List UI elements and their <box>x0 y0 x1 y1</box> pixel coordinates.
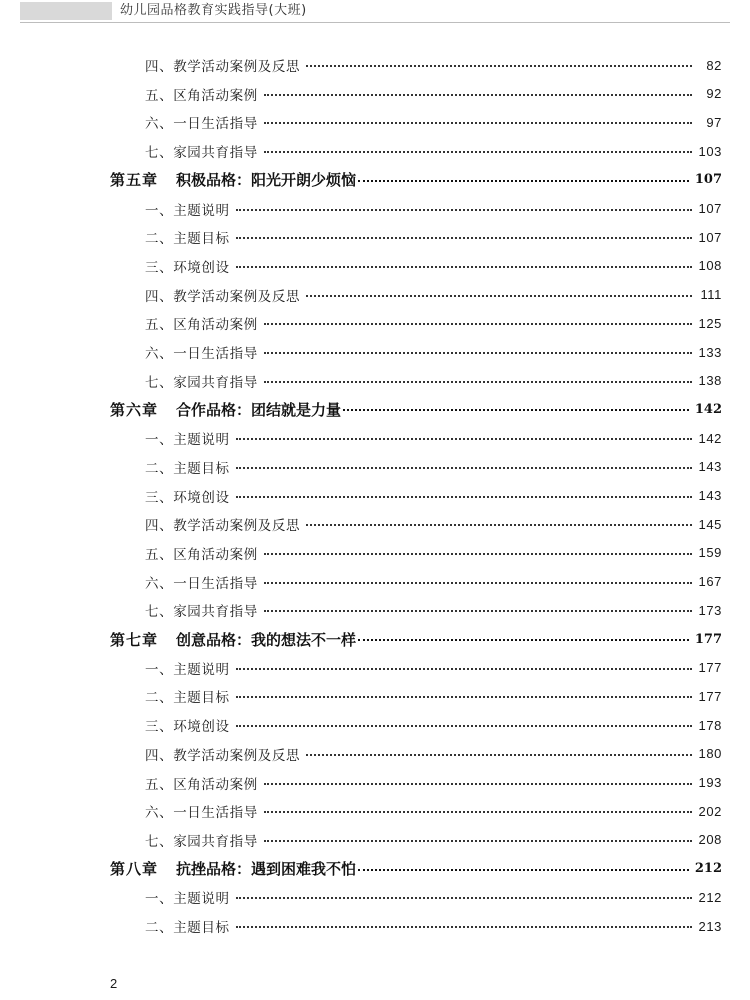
toc-section-row <box>145 570 722 594</box>
toc-page-number: 159 <box>698 545 722 561</box>
toc-section-title: 六、一日生活指导 <box>145 116 258 133</box>
toc-section-row <box>145 283 722 307</box>
toc-section-row <box>145 713 722 737</box>
toc-chapter-row <box>110 857 722 881</box>
toc-section-title: 五、区角活动案例 <box>145 776 258 793</box>
toc-section-title: 三、环境创设 <box>145 259 230 276</box>
header-rule <box>20 22 730 23</box>
toc-page-number: 133 <box>698 344 722 360</box>
toc-dot-leader <box>236 237 692 239</box>
toc-page-number: 212 <box>698 889 722 905</box>
toc-dot-leader <box>306 754 692 756</box>
toc-section-title: 七、家园共育指导 <box>145 604 258 621</box>
toc-dot-leader <box>358 639 689 641</box>
toc-section-row <box>145 742 722 766</box>
toc-section-title: 五、区角活动案例 <box>145 317 258 334</box>
toc-section-title: 四、教学活动案例及反思 <box>145 288 301 305</box>
toc-section-row <box>145 426 722 450</box>
toc-section-row <box>145 110 722 134</box>
toc-page-number: 103 <box>698 143 722 159</box>
toc-section-row <box>145 53 722 77</box>
toc-section-title: 二、主题目标 <box>145 920 230 936</box>
toc-section-row <box>145 340 722 364</box>
toc-dot-leader <box>236 266 692 268</box>
toc-page-number: 167 <box>698 574 722 590</box>
toc-page-number: 108 <box>698 258 722 274</box>
toc-dot-leader <box>264 610 692 612</box>
toc-dot-leader <box>343 409 689 411</box>
toc-dot-leader <box>236 926 692 928</box>
toc-section-title: 四、教学活动案例及反思 <box>145 747 301 764</box>
toc-page-number: 92 <box>706 86 722 102</box>
toc-page-number: 202 <box>698 803 722 819</box>
toc-section-row <box>145 828 722 852</box>
toc-section-title: 七、家园共育指导 <box>145 833 258 850</box>
toc-section-title: 七、家园共育指导 <box>145 145 258 162</box>
toc-section-row <box>145 484 722 508</box>
toc-chapter-title: 创意品格：我的想法不一样 <box>176 630 357 649</box>
toc-section-title: 七、家园共育指导 <box>145 374 258 391</box>
toc-page-number: 193 <box>698 775 722 790</box>
toc-page-number: 107 <box>694 172 722 188</box>
toc-dot-leader <box>358 869 689 871</box>
toc-dot-leader <box>236 438 692 440</box>
toc-dot-leader <box>264 840 692 842</box>
toc-section-title: 六、一日生活指导 <box>145 805 258 822</box>
toc-chapter-number: 第六章 <box>110 400 159 419</box>
toc-section-title: 五、区角活动案例 <box>145 87 258 104</box>
toc-section-title: 一、主题说明 <box>145 891 230 908</box>
toc-section-title: 一、主题说明 <box>145 202 230 219</box>
toc-dot-leader <box>306 65 692 67</box>
header-gray-bar <box>20 2 112 20</box>
toc-section-row <box>145 455 722 479</box>
toc-section-row <box>145 684 722 708</box>
toc-page-number: 143 <box>698 459 722 475</box>
toc-dot-leader <box>236 209 692 211</box>
toc-page-number: 143 <box>698 488 722 503</box>
toc-section-row <box>145 197 722 221</box>
toc-page-number: 138 <box>698 373 722 389</box>
toc-section-title: 五、区角活动案例 <box>145 546 258 563</box>
toc-chapter-number: 第五章 <box>110 171 159 190</box>
toc-section-row <box>145 369 722 393</box>
toc-section-title: 六、一日生活指导 <box>145 346 258 362</box>
toc-page-number: 107 <box>698 201 722 216</box>
toc-section-row <box>145 254 722 278</box>
toc-dot-leader <box>264 811 692 813</box>
toc-section-title: 三、环境创设 <box>145 489 230 506</box>
toc-dot-leader <box>236 725 692 727</box>
toc-chapter-row <box>110 627 722 651</box>
toc-section-row <box>145 771 722 795</box>
toc-section-title: 六、一日生活指导 <box>145 575 258 592</box>
toc-dot-leader <box>264 553 692 555</box>
toc-page-number: 213 <box>698 918 722 934</box>
toc-page-number: 173 <box>698 602 722 618</box>
toc-section-title: 二、主题目标 <box>145 460 230 477</box>
toc-dot-leader <box>236 668 692 670</box>
toc-page-number: 212 <box>694 861 722 877</box>
toc-dot-leader <box>264 122 692 124</box>
toc-page-number: 125 <box>698 315 722 331</box>
toc-page-number: 145 <box>698 516 722 532</box>
toc-section-row <box>145 914 722 938</box>
toc-chapter-row <box>110 168 722 192</box>
toc-chapter-row <box>110 397 722 421</box>
toc-page-number: 177 <box>698 660 722 676</box>
toc-section-row <box>145 656 722 680</box>
toc-page-number: 97 <box>706 114 722 130</box>
toc-section-row <box>145 139 722 163</box>
toc-dot-leader <box>236 496 692 498</box>
toc-dot-leader <box>264 783 692 785</box>
toc-page-number: 111 <box>700 287 722 303</box>
toc-page-number: 208 <box>698 832 722 848</box>
toc-chapter-number: 第八章 <box>110 860 159 879</box>
toc-page-number: 177 <box>698 688 722 704</box>
page-number: 2 <box>110 976 118 991</box>
toc-dot-leader <box>264 352 692 354</box>
toc-section-row <box>145 311 722 335</box>
toc-dot-leader <box>236 696 692 698</box>
toc-page-number: 142 <box>698 430 722 446</box>
toc-dot-leader <box>358 180 689 182</box>
toc-section-row <box>145 225 722 249</box>
toc-page-number: 177 <box>694 631 722 647</box>
toc-page-number: 142 <box>694 401 722 417</box>
toc-section-row <box>145 82 722 106</box>
toc-section-title: 一、主题说明 <box>145 661 230 678</box>
toc-section-title: 三、环境创设 <box>145 719 230 736</box>
toc-page-number: 107 <box>698 229 722 245</box>
toc-page-number: 180 <box>698 746 722 762</box>
toc-page-number: 178 <box>698 717 722 733</box>
toc-page-number: 82 <box>706 57 722 73</box>
toc-section-title: 四、教学活动案例及反思 <box>145 59 301 75</box>
toc-dot-leader <box>236 467 692 469</box>
toc-section-title: 二、主题目标 <box>145 690 230 707</box>
toc-dot-leader <box>264 582 692 584</box>
toc-dot-leader <box>264 151 692 153</box>
toc-chapter-title: 合作品格：团结就是力量 <box>176 400 342 419</box>
toc-dot-leader <box>264 94 692 96</box>
toc-section-row <box>145 598 722 622</box>
toc-chapter-title: 积极品格：阳光开朗少烦恼 <box>176 171 357 190</box>
toc-dot-leader <box>306 295 692 297</box>
toc-section-row <box>145 512 722 536</box>
toc-dot-leader <box>306 524 692 526</box>
toc-chapter-title: 抗挫品格：遇到困难我不怕 <box>176 860 357 879</box>
toc-dot-leader <box>264 381 692 383</box>
toc-dot-leader <box>264 323 692 325</box>
toc-chapter-number: 第七章 <box>110 630 159 649</box>
toc-section-title: 一、主题说明 <box>145 432 230 449</box>
running-header-title: 幼儿园品格教育实践指导(大班) <box>120 3 307 18</box>
toc-section-title: 二、主题目标 <box>145 231 230 248</box>
toc-section-row <box>145 885 722 909</box>
toc-section-title: 四、教学活动案例及反思 <box>145 518 301 535</box>
toc-section-row <box>145 799 722 823</box>
toc-dot-leader <box>236 897 692 899</box>
toc-section-row <box>145 541 722 565</box>
